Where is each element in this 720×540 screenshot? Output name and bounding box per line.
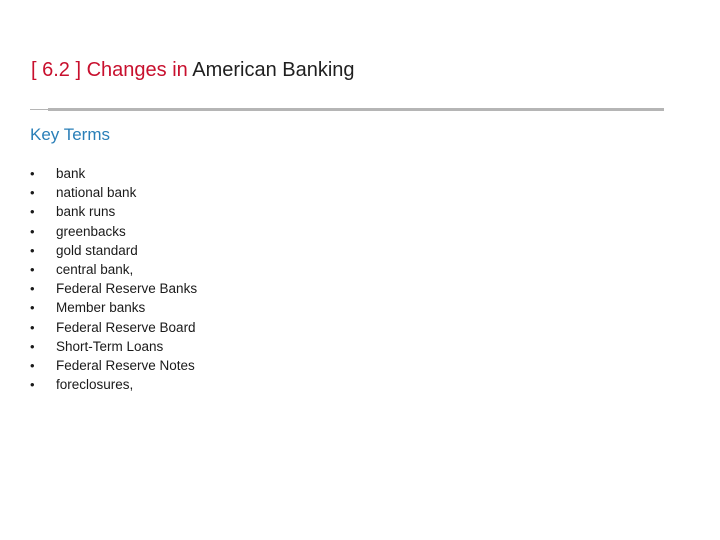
bullet-icon: • — [30, 377, 35, 393]
title-divider — [30, 108, 664, 111]
title-section-number: [ 6.2 ] Changes in — [31, 59, 188, 81]
key-term-label: national bank — [56, 185, 137, 201]
bullet-icon: • — [30, 338, 35, 354]
key-term-label: Short-Term Loans — [56, 338, 164, 354]
bullet-icon: • — [30, 185, 35, 201]
slide-title — [31, 56, 355, 84]
bullet-icon: • — [30, 242, 35, 258]
title-topic: American Banking — [192, 59, 355, 81]
bullet-icon: • — [30, 281, 35, 297]
key-term-label: central bank, — [56, 261, 134, 277]
key-term-label: foreclosures, — [56, 377, 134, 393]
key-term-label: greenbacks — [56, 223, 126, 239]
bullet-icon: • — [30, 357, 35, 373]
key-term-label: Federal Reserve Banks — [56, 281, 198, 297]
key-term-label: Federal Reserve Board — [56, 319, 196, 335]
key-term-label: gold standard — [56, 242, 138, 258]
key-term-label: Member banks — [56, 300, 146, 316]
bullet-icon: • — [30, 261, 35, 277]
bullet-icon: • — [30, 300, 35, 316]
key-terms-heading: Key Terms — [30, 125, 110, 144]
divider-cap-line — [30, 109, 48, 110]
bullet-icon: • — [30, 204, 35, 220]
key-term-label: bank runs — [56, 204, 116, 220]
bullet-icon: • — [30, 319, 35, 335]
bullet-icon: • — [30, 166, 35, 181]
bullet-icon: • — [30, 223, 35, 239]
key-term-label: Federal Reserve Notes — [56, 357, 195, 373]
key-term-label: bank — [56, 166, 86, 181]
